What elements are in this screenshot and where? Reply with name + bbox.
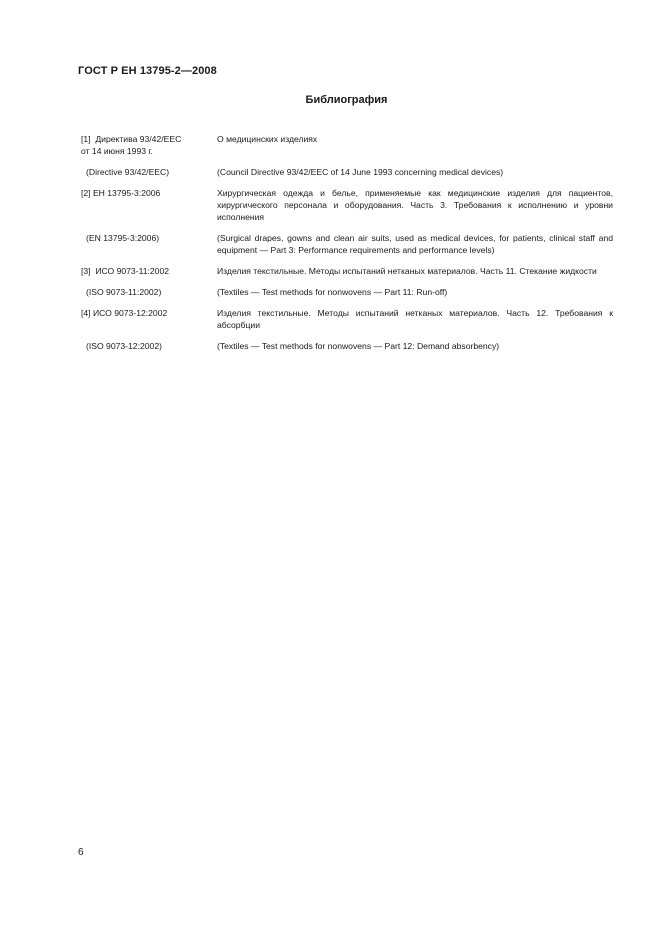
bibliography-reference: [2] ЕН 13795-3:2006	[81, 188, 161, 198]
bibliography-reference: [3] ИСО 9073-11:2002	[81, 266, 170, 276]
page-number: 6	[78, 847, 84, 858]
bibliography-reference: (ISO 9073-11:2002)	[86, 287, 162, 297]
bibliography-entry-3-translation	[81, 286, 613, 298]
bibliography-entry-1	[81, 133, 613, 157]
bibliography-description: (Surgical drapes, gowns and clean air suits, used as medical devices, for patients, clinical staff and equipment — Part 3: Performance requirements and performance levels)	[217, 233, 613, 255]
bibliography-entry-2-translation	[81, 232, 613, 256]
bibliography-reference: (EN 13795-3:2006)	[86, 233, 160, 243]
bibliography-reference: [1] Директива 93/42/EEC от 14 июня 1993 г.	[81, 134, 182, 156]
document-code-header: ГОСТ Р ЕН 13795-2—2008	[78, 65, 217, 77]
bibliography-description: Изделия текстильные. Методы испытаний нетканых материалов. Часть 12. Требования к абсорбции	[217, 308, 613, 330]
bibliography-entry-2	[81, 187, 613, 223]
bibliography-description: О медицинских изделиях	[217, 134, 318, 144]
bibliography-entry-1-translation	[81, 166, 613, 178]
bibliography-list	[81, 133, 613, 361]
section-title: Библиография	[305, 94, 388, 106]
bibliography-description: (Council Directive 93/42/EEC of 14 June 1993 concerning medical devices)	[217, 167, 504, 177]
bibliography-entry-4	[81, 307, 613, 331]
bibliography-entry-3	[81, 265, 613, 277]
bibliography-reference: (ISO 9073-12:2002)	[86, 341, 162, 351]
bibliography-description: (Textiles — Test methods for nonwovens — Part 12: Demand absorbency)	[217, 341, 500, 351]
bibliography-reference: [4] ИСО 9073-12:2002	[81, 308, 168, 318]
bibliography-description: (Textiles — Test methods for nonwovens — Part 11: Run-off)	[217, 287, 448, 297]
bibliography-description: Изделия текстильные. Методы испытаний нетканых материалов. Часть 11. Стекание жидкости	[217, 266, 597, 276]
bibliography-description: Хирургическая одежда и белье, применяемые как медицинские изделия для пациентов, хирургического персонала и оборудования. Часть 3. Требования к исполнению и уровни исполнения	[217, 188, 613, 222]
bibliography-reference: (Directive 93/42/EEC)	[86, 167, 170, 177]
bibliography-entry-4-translation	[81, 340, 613, 352]
